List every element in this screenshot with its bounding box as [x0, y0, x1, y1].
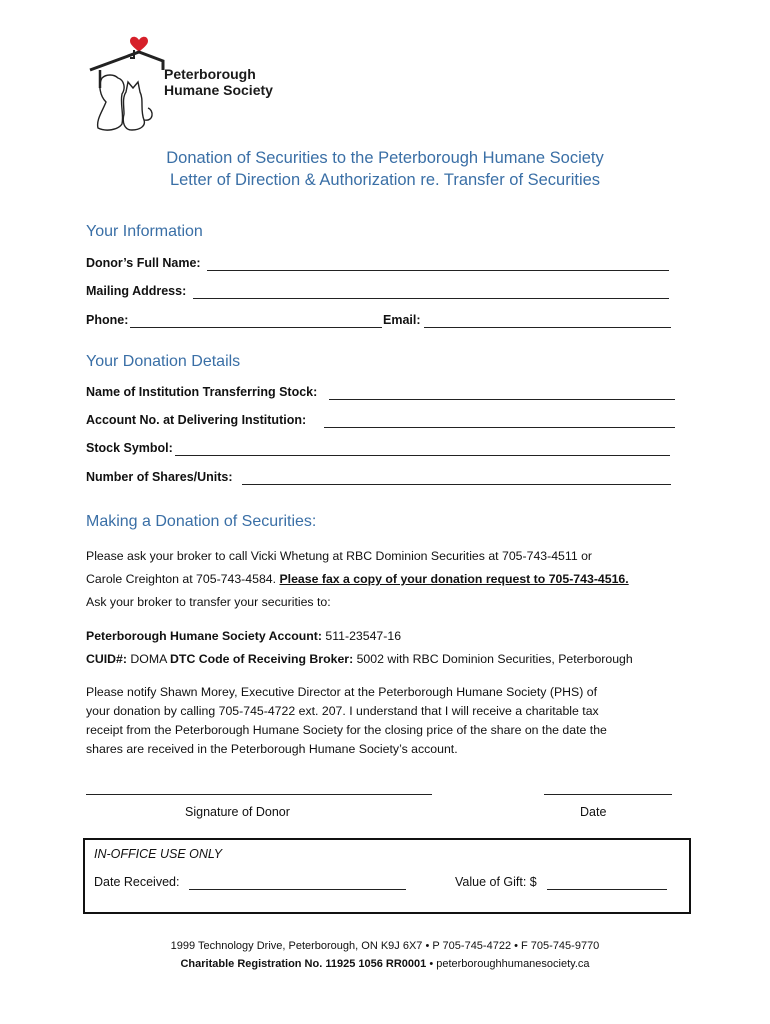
phone-label: Phone: — [86, 313, 129, 327]
shares-label: Number of Shares/Units: — [86, 470, 233, 484]
cuid-line — [86, 648, 696, 671]
footer-address: 1999 Technology Drive, Peterborough, ON K9J 6X7 • P 705-745-4722 • F 705-745-9770 — [170, 940, 600, 952]
cuid-label: CUID#: — [86, 652, 127, 666]
account-number-field[interactable] — [324, 427, 675, 428]
broker-line-3: Ask your broker to transfer your securities to: — [86, 595, 331, 609]
date-received-label: Date Received: — [94, 875, 180, 889]
broker-instructions — [86, 545, 696, 614]
stock-symbol-field[interactable] — [175, 455, 670, 456]
logo-text — [164, 66, 273, 98]
document-subtitle: Letter of Direction & Authorization re. Transfer of Securities — [169, 171, 601, 189]
signature-date-field[interactable] — [544, 794, 672, 795]
in-office-heading: IN-OFFICE USE ONLY — [94, 847, 223, 861]
section-heading-making-donation: Making a Donation of Securities: — [86, 513, 317, 530]
notify-line-4: shares are received in the Peterborough Humane Society’s account. — [86, 742, 458, 756]
donor-name-field[interactable] — [207, 270, 669, 271]
broker-line-2-text: Carole Creighton at 705-743-4584. — [86, 572, 280, 586]
mailing-address-field[interactable] — [193, 298, 669, 299]
broker-line-2 — [86, 568, 696, 591]
phs-account-value: 511-23547-16 — [321, 629, 402, 643]
cuid-value: DOMA — [127, 652, 171, 666]
dog-outline-icon — [98, 75, 124, 130]
footer-registration — [0, 958, 770, 970]
website: • peterboroughhumanesociety.ca — [426, 958, 590, 970]
date-received-field[interactable] — [189, 889, 406, 890]
notify-line-2: your donation by calling 705-745-4722 ext. 207. I understand that I will receive a charitable tax — [86, 704, 599, 718]
mailing-address-label: Mailing Address: — [86, 284, 187, 298]
date-label: Date — [580, 805, 607, 819]
email-label: Email: — [383, 313, 421, 327]
receiving-account-info — [86, 625, 696, 671]
house-roof-icon — [90, 52, 163, 70]
donor-signature-field[interactable] — [86, 794, 432, 795]
value-of-gift-label: Value of Gift: $ — [455, 875, 537, 889]
institution-label: Name of Institution Transferring Stock: — [86, 385, 318, 399]
notification-paragraph — [86, 683, 686, 759]
stock-symbol-label: Stock Symbol: — [86, 441, 173, 455]
heart-icon — [130, 37, 148, 52]
institution-field[interactable] — [329, 399, 675, 400]
dtc-value: 5002 with RBC Dominion Securities, Peterborough — [353, 652, 633, 666]
signature-label: Signature of Donor — [185, 805, 290, 819]
section-heading-donation: Your Donation Details — [86, 353, 241, 370]
phs-account-label: Peterborough Humane Society Account: — [86, 629, 322, 643]
notify-line-3: receipt from the Peterborough Humane Society for the closing price of the share on the date the — [86, 723, 607, 737]
value-of-gift-field[interactable] — [547, 889, 667, 890]
dtc-label: DTC Code of Receiving Broker: — [170, 652, 354, 666]
logo-line-2: Humane Society — [164, 82, 273, 98]
notify-line-1: Please notify Shawn Morey, Executive Director at the Peterborough Humane Society (PHS) of — [86, 685, 598, 699]
logo-line-1: Peterborough — [164, 66, 256, 82]
charitable-registration: Charitable Registration No. 11925 1056 RR0001 — [180, 958, 427, 970]
section-heading-information: Your Information — [86, 223, 203, 240]
shares-field[interactable] — [242, 484, 671, 485]
email-field[interactable] — [424, 327, 671, 328]
phs-account-line — [86, 625, 696, 648]
cat-outline-icon — [123, 82, 144, 130]
donor-name-label: Donor’s Full Name: — [86, 256, 201, 270]
fax-instruction: Please fax a copy of your donation request to 705-743-4516. — [279, 572, 629, 586]
document-title: Donation of Securities to the Peterborough Humane Society — [166, 149, 604, 167]
account-number-label: Account No. at Delivering Institution: — [86, 413, 307, 427]
broker-line-1: Please ask your broker to call Vicki Whetung at RBC Dominion Securities at 705-743-4511 or — [86, 549, 593, 563]
phone-field[interactable] — [130, 327, 382, 328]
